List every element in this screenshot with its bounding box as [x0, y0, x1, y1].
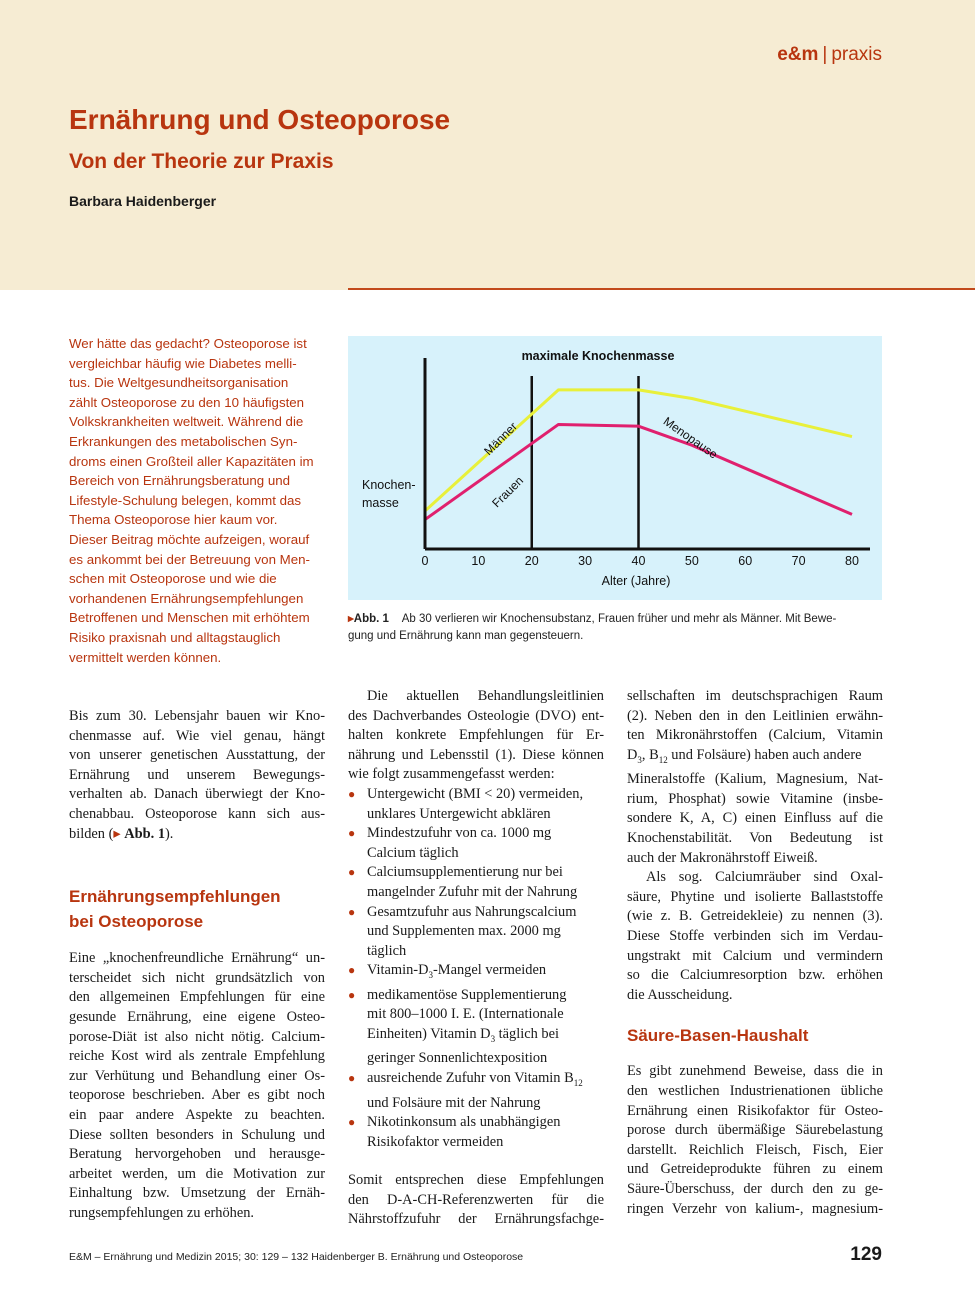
- list-item-cont: mit 800–1000 I. E. (Internationale: [367, 1006, 564, 1023]
- text-line: zur Verhütung und Behandlung einer Os-: [69, 1067, 325, 1084]
- footer-citation: E&M – Ernährung und Medizin 2015; 30: 129 – 132 Haidenberger B. Ernährung und Osteoporose: [69, 1251, 524, 1263]
- text-line: Einhaltung bzw. Umsetzung der Ernäh-: [69, 1185, 325, 1202]
- abstract-line: Risiko praxisnah und alltagstauglich: [69, 629, 281, 645]
- caption-label: [348, 613, 389, 625]
- figure-bone-mass-chart: [348, 336, 882, 600]
- text-line: [69, 825, 325, 845]
- text-line: Eine „knochenfreundliche Ernährung“ un-: [69, 950, 325, 967]
- menopause-annotation: Menopause: [660, 414, 721, 462]
- abstract-line: tus. Die Weltgesundheitsorganisation: [69, 375, 289, 391]
- abstract-line: Thema Osteoporose hier kaum vor.: [69, 512, 278, 528]
- x-tick-label: 0: [421, 554, 429, 568]
- abstract-line: vergleichbar häufig wie Diabetes melli-: [69, 355, 297, 371]
- section-heading-line2: bei Osteoporose: [69, 912, 204, 932]
- header-rule: [348, 288, 975, 290]
- text-line: Als sog. Calciumräuber sind Oxal-: [646, 869, 883, 886]
- series-label-frauen: Frauen: [489, 473, 527, 511]
- text-line: (2). Neben den in den Leitlinien erwähn-: [627, 707, 883, 724]
- text-fragment: täglich bei: [495, 1025, 560, 1042]
- list-item: [348, 1069, 604, 1093]
- figure-caption: [348, 611, 888, 645]
- text-line: porose durch übermäßige Säurebelastung: [627, 1122, 883, 1139]
- abstract-line: schen mit Osteoporose und wie die: [69, 571, 277, 587]
- text-line: (wie z. B. Getreidekleie) zu nennen (3).: [627, 908, 883, 925]
- arrow-right-icon: ▸: [113, 825, 121, 842]
- x-tick-label: 70: [791, 554, 806, 568]
- x-tick-label: 50: [684, 554, 699, 568]
- text-line: Säure-Überschuss, der durch den zu ge-: [627, 1180, 883, 1197]
- text-fragment: D: [627, 746, 638, 763]
- list-item-cont: und Folsäure mit der Nahrung: [367, 1094, 541, 1111]
- x-tick-labels: [422, 554, 859, 568]
- abstract-line: Volkskrankheiten weltweit. Während die: [69, 414, 304, 430]
- text-line: nährung und Lebensstil (1). Diese können: [348, 746, 604, 763]
- text-line: porose-Diät ist also nicht nötig. Calcium-: [69, 1028, 325, 1045]
- subscript: 12: [658, 754, 668, 765]
- abstract-line: Erkrankungen des metabolischen Syn-: [69, 433, 298, 449]
- text-line: sondere K, A, C) einen Einfluss auf die: [627, 810, 883, 827]
- text-line: gesunde Ernährung, eine eigene Osteo-: [69, 1008, 325, 1025]
- column-1: [69, 707, 325, 1223]
- list-item-cont: unklares Untergewicht abklären: [367, 805, 551, 822]
- text-line: arbeitet werden, um die Motivation zur: [69, 1165, 325, 1182]
- text-line: Nährstoffzufuhr der Ernährungsfachge-: [348, 1211, 604, 1228]
- text-line: darstellt. Reichlich Fleisch, Fisch, Eier: [627, 1141, 883, 1158]
- page-number: 129: [850, 1244, 882, 1265]
- section-brand: [777, 44, 882, 66]
- text-line: reiche Kost wird als zentrale Empfehlung: [69, 1048, 325, 1065]
- abstract-line: zählt Osteoporose zu den 10 häufigsten: [69, 394, 305, 410]
- abstract-line: vermittelt werden können.: [69, 649, 222, 665]
- text-line: Die aktuellen Behandlungsleitlinien: [367, 688, 604, 704]
- abstract-line: Bereich von Ernährungsberatung und: [69, 473, 291, 489]
- subscript: 3: [637, 754, 642, 765]
- text-line: halten konkrete Empfehlungen für Er-: [348, 727, 604, 744]
- x-tick-label: 20: [524, 554, 539, 568]
- text-line: den westlichen Industrienationen übliche: [627, 1082, 883, 1099]
- x-tick-label: 30: [578, 554, 593, 568]
- series-label-maenner: Männer: [481, 419, 520, 459]
- brand-em: e&m: [777, 44, 819, 65]
- abstract-line: es ankommt bei der Betreuung von Men-: [69, 551, 310, 567]
- subscript: 12: [573, 1077, 583, 1088]
- author-name: Barbara Haidenberger: [69, 193, 217, 209]
- text-line: Ernährung und unserem Bewegungs-: [69, 766, 325, 783]
- x-tick-label: 40: [631, 554, 646, 568]
- abstract-line: Betroffenen und Menschen mit erhöhtem: [69, 610, 310, 626]
- text-line: rungsempfehlungen zu erhöhen.: [69, 1204, 255, 1221]
- text-line: Somit entsprechen diese Empfehlungen: [348, 1172, 604, 1189]
- text-line: terscheidet sich nicht grundsätzlich von: [69, 969, 325, 986]
- abstract-line: Dieser Beitrag möchte aufzeigen, worauf: [69, 531, 310, 547]
- list-item-cont: [348, 1025, 604, 1049]
- text-line: ringen Verzehr von kalium-, magnesium-: [627, 1200, 883, 1217]
- text-line: säure, Phytine und isolierte Ballaststoffe: [627, 888, 883, 905]
- text-line: Diese Stoffe verbinden sich im Verdau-: [627, 928, 883, 944]
- text-fragment: -Mangel vermeiden: [432, 962, 547, 979]
- y-axis-label-line1: Knochen-: [362, 478, 416, 492]
- text-fragment: Einheiten) Vitamin D: [367, 1025, 491, 1042]
- text-line: Ernährung einen Risikofaktor für Osteo-: [627, 1102, 883, 1119]
- list-item-cont: geringer Sonnenlichtexposition: [367, 1050, 548, 1067]
- text-line: sellschaften im deutschsprachigen Raum: [627, 688, 883, 704]
- text-fragment: ausreichende Zufuhr von Vitamin B: [367, 1070, 574, 1087]
- text-line: den allgemeinen Empfehlungen für eine: [69, 989, 325, 1006]
- abstract: [69, 334, 331, 667]
- text-line: chenabbau. Osteoporose kann sich aus-: [69, 805, 325, 822]
- text-line: ten Mikronährstoffen (Calcium, Vitamin: [627, 727, 883, 744]
- chart-svg: [348, 336, 882, 600]
- x-tick-label: 80: [845, 554, 859, 568]
- column-2: [348, 687, 604, 1230]
- subscript: 3: [428, 970, 433, 981]
- list-item: ● Nikotinkonsum als unabhängigen: [348, 1113, 604, 1133]
- x-tick-label: 10: [471, 554, 486, 568]
- x-tick-label: 60: [738, 554, 753, 568]
- list-item-cont: Risikofaktor vermeiden: [367, 1133, 504, 1150]
- list-item: [348, 961, 604, 985]
- text-line: von unserer genetischen Ausstattung, der: [69, 747, 325, 764]
- text-line: den D-A-CH-Referenzwerten für die: [348, 1191, 604, 1208]
- text-line: wie folgt zusammengefasst werden:: [348, 766, 555, 783]
- list-item-cont: mangelnder Zufuhr mit der Nahrung: [367, 883, 578, 900]
- text-line: ungstrakt mit Calcium und vermindern: [627, 947, 883, 964]
- figure-reference[interactable]: Abb. 1: [124, 825, 166, 842]
- list-item-cont: Calcium täglich: [367, 844, 459, 861]
- list-item: ● medikamentöse Supplementierung: [348, 986, 604, 1006]
- list-item-cont: täglich: [367, 942, 407, 959]
- text-fragment: und Folsäure) haben auch andere: [667, 746, 862, 763]
- text-line: die Ausscheidung.: [627, 986, 733, 1003]
- caption-text: Ab 30 verlieren wir Knochensubstanz, Frauen früher und mehr als Männer. Mit Bewe-: [401, 613, 837, 625]
- article-title: Ernährung und Osteoporose: [69, 104, 451, 135]
- text-line: [627, 746, 883, 770]
- subscript: 3: [490, 1033, 496, 1044]
- text-line: Knochenstabilität. Von Bedeutung ist: [627, 830, 883, 847]
- chart-title: maximale Knochenmasse: [521, 349, 675, 363]
- column-3: [627, 687, 883, 1219]
- text-line: des Dachverbandes Osteologie (DVO) ent-: [348, 707, 604, 724]
- abstract-line: droms einen Großteil aller Kapazitäten im: [69, 453, 314, 469]
- list-item-cont: und Supplementen max. 2000 mg: [367, 923, 561, 940]
- list-item: ● Gesamtzufuhr aus Nahrungscalcium: [348, 903, 604, 923]
- text-fragment: , B: [641, 746, 659, 763]
- brand-section: praxis: [831, 44, 882, 65]
- text-line: ein paar andere Aspekte zu beachten.: [69, 1106, 325, 1123]
- text-line: rium, Phosphat) sowie Vitamine (insbe-: [627, 790, 883, 807]
- text-fragment: bilden (: [69, 825, 114, 842]
- caption-label-text: Abb. 1: [353, 613, 389, 625]
- list-item: ● Untergewicht (BMI < 20) vermeiden,: [348, 785, 604, 805]
- text-line: Bis zum 30. Lebensjahr bauen wir Kno-: [69, 708, 325, 724]
- section-heading: Säure-Basen-Haushalt: [627, 1026, 809, 1046]
- abstract-line: Lifestyle-Schulung belegen, kommt das: [69, 492, 302, 508]
- text-line: auch der Makronährstoff Eiweiß.: [627, 849, 818, 866]
- arrow-right-icon: ▸: [348, 613, 354, 625]
- section-heading-line1: Ernährungsempfehlungen: [69, 887, 281, 907]
- list-item: ● Calciumsupplementierung nur bei: [348, 863, 604, 883]
- list-item: ● Mindestzufuhr von ca. 1000 mg: [348, 824, 604, 844]
- y-axis-label-line2: masse: [362, 496, 399, 510]
- text-fragment: ).: [165, 825, 174, 842]
- caption-text-2: gung und Ernährung kann man gegensteuern.: [348, 630, 584, 642]
- abstract-line: vorhandenen Ernährungsempfehlungen: [69, 590, 304, 606]
- text-line: Es gibt zunehmend Beweise, dass die in: [627, 1063, 883, 1080]
- x-axis-label: Alter (Jahre): [601, 574, 671, 588]
- chart-plot: [425, 376, 852, 549]
- text-line: Beratung hervorgehoben und herausge-: [69, 1146, 325, 1163]
- text-line: chenmasse auf. Wie viel genau, hängt: [69, 727, 325, 744]
- article-subtitle: Von der Theorie zur Praxis: [69, 150, 334, 173]
- text-fragment: Vitamin-D: [367, 962, 429, 979]
- text-line: so die Calciumresorption bzw. erhöhen: [627, 967, 883, 984]
- text-line: verhalten ab. Danach überwiegt der Kno-: [69, 786, 325, 803]
- brand-separator: |: [822, 44, 828, 65]
- text-line: Mineralstoffe (Kalium, Magnesium, Nat-: [627, 771, 883, 788]
- text-line: Diese sollten besonders in Schulung und: [69, 1126, 325, 1143]
- abstract-line: Wer hätte das gedacht? Osteoporose ist: [69, 336, 307, 351]
- text-line: und Getreideprodukte führen zu einem: [627, 1161, 883, 1178]
- text-line: teoporose beschrieben. Aber es gibt noch: [69, 1087, 325, 1104]
